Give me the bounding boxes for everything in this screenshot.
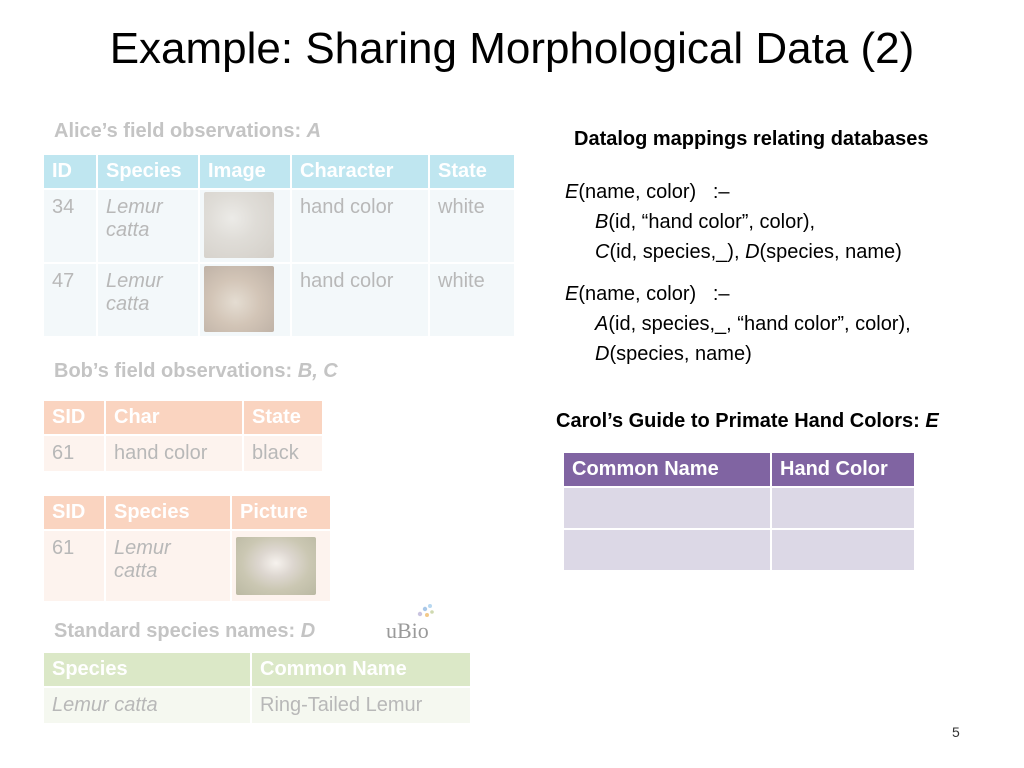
predicate: E	[565, 283, 579, 305]
alice-header-state: State	[430, 155, 514, 188]
bob-b-header-sid: SID	[44, 401, 104, 434]
bob-table-b	[42, 399, 324, 473]
slide-title: Example: Sharing Morphological Data (2)	[109, 24, 915, 73]
table-row	[44, 436, 322, 471]
predicate: D	[745, 241, 760, 263]
carol-caption-text: Carol’s Guide to Primate Hand Colors:	[556, 410, 926, 432]
ubio-logo: uBio	[386, 618, 429, 643]
standard-cell-common: Ring-Tailed Lemur	[252, 688, 470, 723]
carol-header-handcolor: Hand Color	[772, 453, 914, 486]
bob-b-cell-char: hand color	[106, 436, 242, 471]
alice-header-row	[44, 155, 514, 188]
species-genus: Lemur	[106, 270, 163, 292]
rule1-head	[565, 177, 911, 207]
alice-cell-id: 34	[44, 190, 96, 262]
arguments: (id, species,_),	[609, 241, 746, 263]
predicate: C	[595, 241, 610, 263]
bob-c-header-species: Species	[106, 496, 230, 529]
alice-cell-image	[200, 264, 290, 336]
alice-cell-character: hand color	[292, 190, 428, 262]
standard-caption	[54, 620, 315, 643]
species-genus: Lemur	[106, 196, 163, 218]
table-row	[564, 488, 914, 528]
carol-table	[562, 451, 916, 572]
alice-header-character: Character	[292, 155, 428, 188]
species-epithet: catta	[106, 219, 150, 241]
standard-caption-text: Standard species names:	[54, 620, 301, 642]
predicate: D	[595, 343, 610, 365]
carol-empty-cell	[564, 488, 770, 528]
species-genus: Lemur	[114, 537, 171, 559]
bob-c-header-row	[44, 496, 330, 529]
table-row	[44, 531, 330, 601]
rule2-body-2	[565, 339, 911, 369]
carol-empty-cell	[772, 488, 914, 528]
carol-header-row	[564, 453, 914, 486]
arguments: (name, color) :–	[578, 283, 730, 305]
standard-header-common: Common Name	[252, 653, 470, 686]
alice-header-id: ID	[44, 155, 96, 188]
table-row	[44, 190, 514, 262]
arguments: (id, species,_, “hand color”, color),	[608, 313, 911, 335]
standard-header-species: Species	[44, 653, 250, 686]
bob-c-cell-sid: 61	[44, 531, 104, 601]
table-row	[44, 688, 470, 723]
species-epithet: catta	[106, 293, 150, 315]
rule2-head	[565, 279, 911, 309]
table-row	[564, 530, 914, 570]
ubio-logo-dots-icon	[416, 603, 436, 619]
standard-table	[42, 651, 472, 725]
species-name: Lemur catta	[52, 694, 158, 716]
bob-b-header-char: Char	[106, 401, 242, 434]
bob-caption	[54, 360, 338, 383]
alice-cell-species	[98, 190, 198, 262]
bob-b-header-row	[44, 401, 322, 434]
predicate: A	[595, 313, 609, 335]
lemur-hand-photo	[204, 192, 274, 258]
carol-caption	[556, 410, 939, 433]
alice-header-image: Image	[200, 155, 290, 188]
carol-caption-var: E	[925, 410, 939, 432]
bob-b-header-state: State	[244, 401, 322, 434]
arguments: (name, color) :–	[578, 181, 730, 203]
carol-header-common: Common Name	[564, 453, 770, 486]
alice-table	[42, 153, 516, 338]
alice-cell-character: hand color	[292, 264, 428, 336]
table-row	[44, 264, 514, 336]
standard-cell-species	[44, 688, 250, 723]
bob-caption-text: Bob’s field observations:	[54, 360, 298, 382]
bob-table-c	[42, 494, 332, 603]
alice-header-species: Species	[98, 155, 198, 188]
alice-cell-id: 47	[44, 264, 96, 336]
carol-empty-cell	[772, 530, 914, 570]
alice-caption	[54, 120, 321, 143]
rule2-body-1	[565, 309, 911, 339]
carol-empty-cell	[564, 530, 770, 570]
arguments: (id, “hand color”, color),	[608, 211, 816, 233]
alice-cell-state: white	[430, 264, 514, 336]
bob-b-cell-sid: 61	[44, 436, 104, 471]
standard-header-row	[44, 653, 470, 686]
alice-cell-state: white	[430, 190, 514, 262]
bob-c-header-sid: SID	[44, 496, 104, 529]
predicate: E	[565, 181, 579, 203]
alice-cell-species	[98, 264, 198, 336]
alice-caption-var: A	[306, 120, 322, 142]
arguments: (species, name)	[609, 343, 752, 365]
datalog-mappings	[565, 177, 911, 369]
bob-caption-var: B, C	[297, 360, 338, 382]
page-number: 5	[952, 724, 960, 740]
bob-c-cell-picture	[232, 531, 330, 601]
species-epithet: catta	[114, 560, 158, 582]
bob-c-header-picture: Picture	[232, 496, 330, 529]
arguments: (species, name)	[759, 241, 902, 263]
bob-c-cell-species	[106, 531, 230, 601]
lemur-photo	[204, 266, 274, 332]
alice-cell-image	[200, 190, 290, 262]
mappings-heading: Datalog mappings relating databases	[574, 128, 929, 150]
standard-caption-var: D	[300, 620, 316, 642]
lemur-picture	[236, 537, 316, 595]
rule1-body-1	[565, 207, 911, 237]
rule1-body-2	[565, 237, 911, 267]
predicate: B	[595, 211, 609, 233]
rule-spacer	[565, 267, 911, 279]
alice-caption-text: Alice’s field observations:	[54, 120, 307, 142]
bob-b-cell-state: black	[244, 436, 322, 471]
